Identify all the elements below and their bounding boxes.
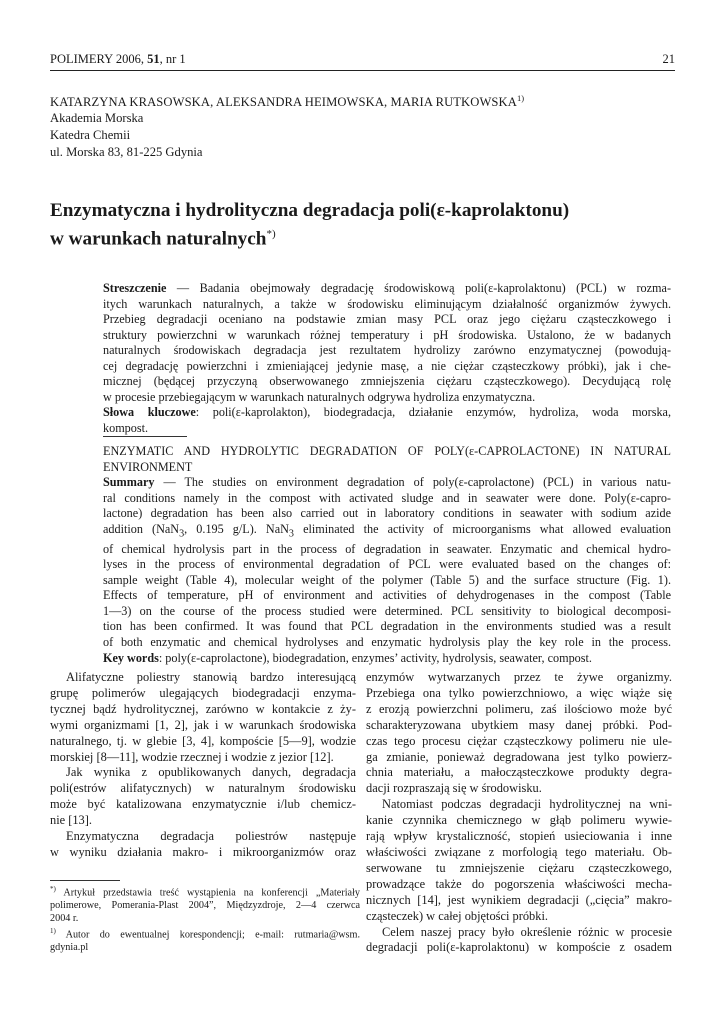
summary-line: of both enzymatic and chemical hydrolyses and enzymatic hydrolysis play the key role in the process.	[103, 635, 671, 649]
footnote-line: *) Artykuł przedstawia treść wystąpienia na konferencji „Materiały	[50, 885, 360, 899]
body-text-line: prowadzące także do pogorszenia właściwości mecha-	[366, 876, 672, 891]
body-text-line: Celem naszej pracy było określenie różnic w procesie	[382, 924, 672, 939]
abstract-line: Streszczenie — Badania obejmowały degradację środowiskową poli(ε-kaprolaktonu) (PCL) w rozma-	[103, 281, 671, 295]
body-text-line: nie [13].	[50, 813, 92, 828]
abstract-line: w procesie przebiegającym w warunkach naturalnych odgrywa hydroliza enzymatyczna.	[103, 389, 536, 404]
body-text-line: właściwości związane z morfologią tego materiału. Ob-	[366, 844, 672, 859]
keywords-label: Słowa kluczowe	[103, 405, 196, 420]
abstract-line: struktury powierzchni w warunkach różnej temperatury i pH środowiska. Ustalono, że w badanych	[103, 327, 671, 342]
summary-line: lyses in the process of environmental degradation of PCL were evaluated based on the changes of:	[103, 557, 671, 572]
footnote-line: gdynia.pl	[50, 942, 89, 954]
body-text-line: ga zmianie, ponieważ degradowana jest tylko powierz-	[366, 749, 672, 764]
header-rule	[50, 70, 675, 71]
body-text-line: Jak wynika z opublikowanych danych, degradacja	[66, 765, 356, 780]
abstract-line: naturalnych środowiskach degradacja jest rezultatem hydrolizy zarówno enzymatycznej (powodują-	[103, 343, 671, 358]
footnote-rule	[50, 880, 120, 881]
body-text-line: grupę polimerów ulegających biodegradacji enzyma-	[50, 685, 356, 700]
body-text-line: Natomiast podczas degradacji hydrolitycznej na wni-	[382, 797, 672, 812]
body-text-line: serwowane tu zmniejszenie ciężaru cząsteczkowego,	[366, 860, 672, 875]
page-number: 21	[662, 52, 675, 66]
body-text-line: Enzymatyczna degradacja poliestrów następuje	[66, 829, 356, 844]
body-text-line: chnia materiału, a małocząsteczkowe produkty degra-	[366, 765, 672, 780]
body-text-line: może być katalizowana enzymatycznie i/lub chemicz-	[50, 797, 356, 812]
body-column-right	[366, 670, 672, 956]
abstract-separator	[103, 436, 187, 437]
title-line-2: w warunkach naturalnych*)	[50, 227, 276, 249]
summary-line: Effects of temperature, pH of environment and activities of dehydrogenases in the compost (Table	[103, 588, 671, 603]
body-text-line: tycznej bądź hydrolitycznej, zarówno w kontakcie z ży-	[50, 701, 356, 716]
body-text-line: cząsteczek) w całej objętości próbki.	[366, 908, 548, 923]
summary-label: Summary	[103, 475, 155, 490]
body-text-line: z erozją powierzchni polimeru, zaś ilościowo może być	[366, 701, 672, 716]
english-title-line: ENZYMATIC AND HYDROLYTIC DEGRADATION OF POLY(ε-CAPROLACTONE) IN NATURAL	[103, 444, 671, 458]
title-line-1: Enzymatyczna i hydrolityczna degradacja poli(ε-kaprolaktonu)	[50, 200, 570, 221]
summary-line: of chemical hydrolysis part in the process of degradation in seawater. Enzymatic and chemical hydro-	[103, 541, 671, 556]
footnote-line: polimerowe, Pomerania-Plast 2004”, Międzyzdroje, 2—4 czerwca	[50, 899, 360, 911]
keywords-line: kompost.	[103, 420, 149, 435]
english-title-line: ENVIRONMENT	[103, 459, 193, 474]
body-text-line: naturalnego, tj. w glebie [3, 4], kompoście [5—9], wodzie	[50, 733, 356, 748]
summary-line: addition (NaN$_3$, 0.195 g/L). NaN$_3$ eliminated the activity of microorganisms what allowed evaluation	[103, 521, 671, 540]
running-header	[50, 52, 675, 68]
abstract-line: micznej (będącej przyczyną obserwowanego zmniejszenia ciężaru cząsteczkowego). Decydującą rolę	[103, 374, 671, 389]
abstract-line: cej degradację powierzchni i zmieniającej jedynie masę, a nie ciężar cząsteczkowy próbki), jak i che-	[103, 358, 671, 373]
summary-line: sample weight (Table 4), molecular weight of the polymer (Table 5) and the surface structure (Fig. 1).	[103, 572, 671, 587]
body-text-line: Przebiega ona tylko powierzchniowo, a więc wiąże się	[366, 685, 672, 700]
article-title	[50, 200, 569, 250]
abstract-label: Streszczenie	[103, 281, 167, 295]
abstract-line: Przebieg degradacji oceniano na podstawie zmian masy PCL oraz jego ciężaru cząsteczkowego i	[103, 312, 671, 327]
affiliation-line: Akademia Morska	[50, 111, 144, 125]
author-list: KATARZYNA KRASOWSKA, ALEKSANDRA HEIMOWSKA, MARIA RUTKOWSKA$^{1)}$	[50, 93, 525, 110]
body-text-line: dacji rozpraszają się w środowisku.	[366, 781, 542, 796]
footnote-mark: *)	[50, 885, 56, 893]
summary-line: Summary — The studies on environment degradation of poly(ε-caprolactone) (PCL) in various natu-	[103, 475, 671, 490]
body-text-line: kanie czynnika chemicznego w głąb polimeru wywie-	[366, 813, 672, 828]
author-footnote-mark: 1)	[516, 93, 525, 103]
summary-line: tion has been confirmed. It was found that PCL degradation in the environments studied was a result	[103, 619, 671, 634]
footnote-line: $^{1)}$ Autor do ewentualnej korespondencji; e-mail: rutmaria@wsm.	[50, 927, 360, 941]
body-text-line: poli(estrów alifatycznych) w naturalnym środowisku	[50, 781, 356, 796]
keywords-line: Słowa kluczowe: poli(ε-kaprolakton), biodegradacja, działanie enzymów, hydroliza, woda morska,	[103, 405, 671, 420]
key-words-label: Key words	[103, 650, 159, 665]
summary-line: lactone) degradation has been also carried out in laboratory conditions in seawater with sodium azide	[103, 506, 671, 521]
summary-line: 1—3) on the course of the process studied were determined. PCL sensitivity to biological decomposi-	[103, 603, 671, 618]
footnote-mark: 1)	[50, 927, 56, 936]
body-text-line: degradacji poli(ε-kaprolaktonu) w kompoście z osadem	[366, 940, 672, 955]
footnote-line: 2004 r.	[50, 912, 79, 924]
body-text-line: w wyniku działania makro- i mikroorganizmów oraz	[50, 844, 356, 859]
body-text-line: morskiej [8—11], wodzie rzecznej i wodzie z jezior [12].	[50, 749, 334, 764]
abstract-english	[103, 444, 671, 666]
key-words-line: Key words: poly(ε-caprolactone), biodegradation, enzymes’ activity, hydrolysis, seawater, compost.	[103, 650, 592, 665]
summary-line: ral conditions namely in the compost with activated sludge and in seawater were done. Poly(ε-capro-	[103, 490, 671, 505]
body-text-line: Alifatyczne poliestry stanowią bardzo interesującą	[66, 670, 356, 684]
journal-citation: POLIMERY 2006, 51, nr 1	[50, 52, 186, 66]
footnotes	[50, 883, 360, 955]
body-column-left	[50, 670, 356, 861]
body-text-line: rają wpływ krystaliczność, stopień usieciowania i inne	[366, 829, 672, 844]
title-footnote-mark: *)	[266, 227, 276, 240]
body-text-line: nicznych [14], jest wynikiem degradacji („cięcia” makro-	[366, 892, 672, 907]
affiliation-line: ul. Morska 83, 81-225 Gdynia	[50, 145, 203, 160]
affiliation	[50, 110, 203, 162]
body-text-line: wymi organizmami [1, 2], jak i w warunkach środowiska	[50, 717, 356, 732]
body-text-line: enzymów wytwarzanych przez te żywe organizmy.	[366, 670, 672, 684]
affiliation-line: Katedra Chemii	[50, 128, 131, 143]
abstract-line: itych warunkach naturalnych, a także w środowisku eliminującym działalność organizmów żywych.	[103, 296, 671, 311]
abstract-polish	[103, 281, 671, 436]
body-text-line: czas tego procesu ciężar cząsteczkowy polimeru nie ule-	[366, 733, 672, 748]
body-text-line: scharakteryzowana ubytkiem masy danej próbki. Pod-	[366, 717, 672, 732]
